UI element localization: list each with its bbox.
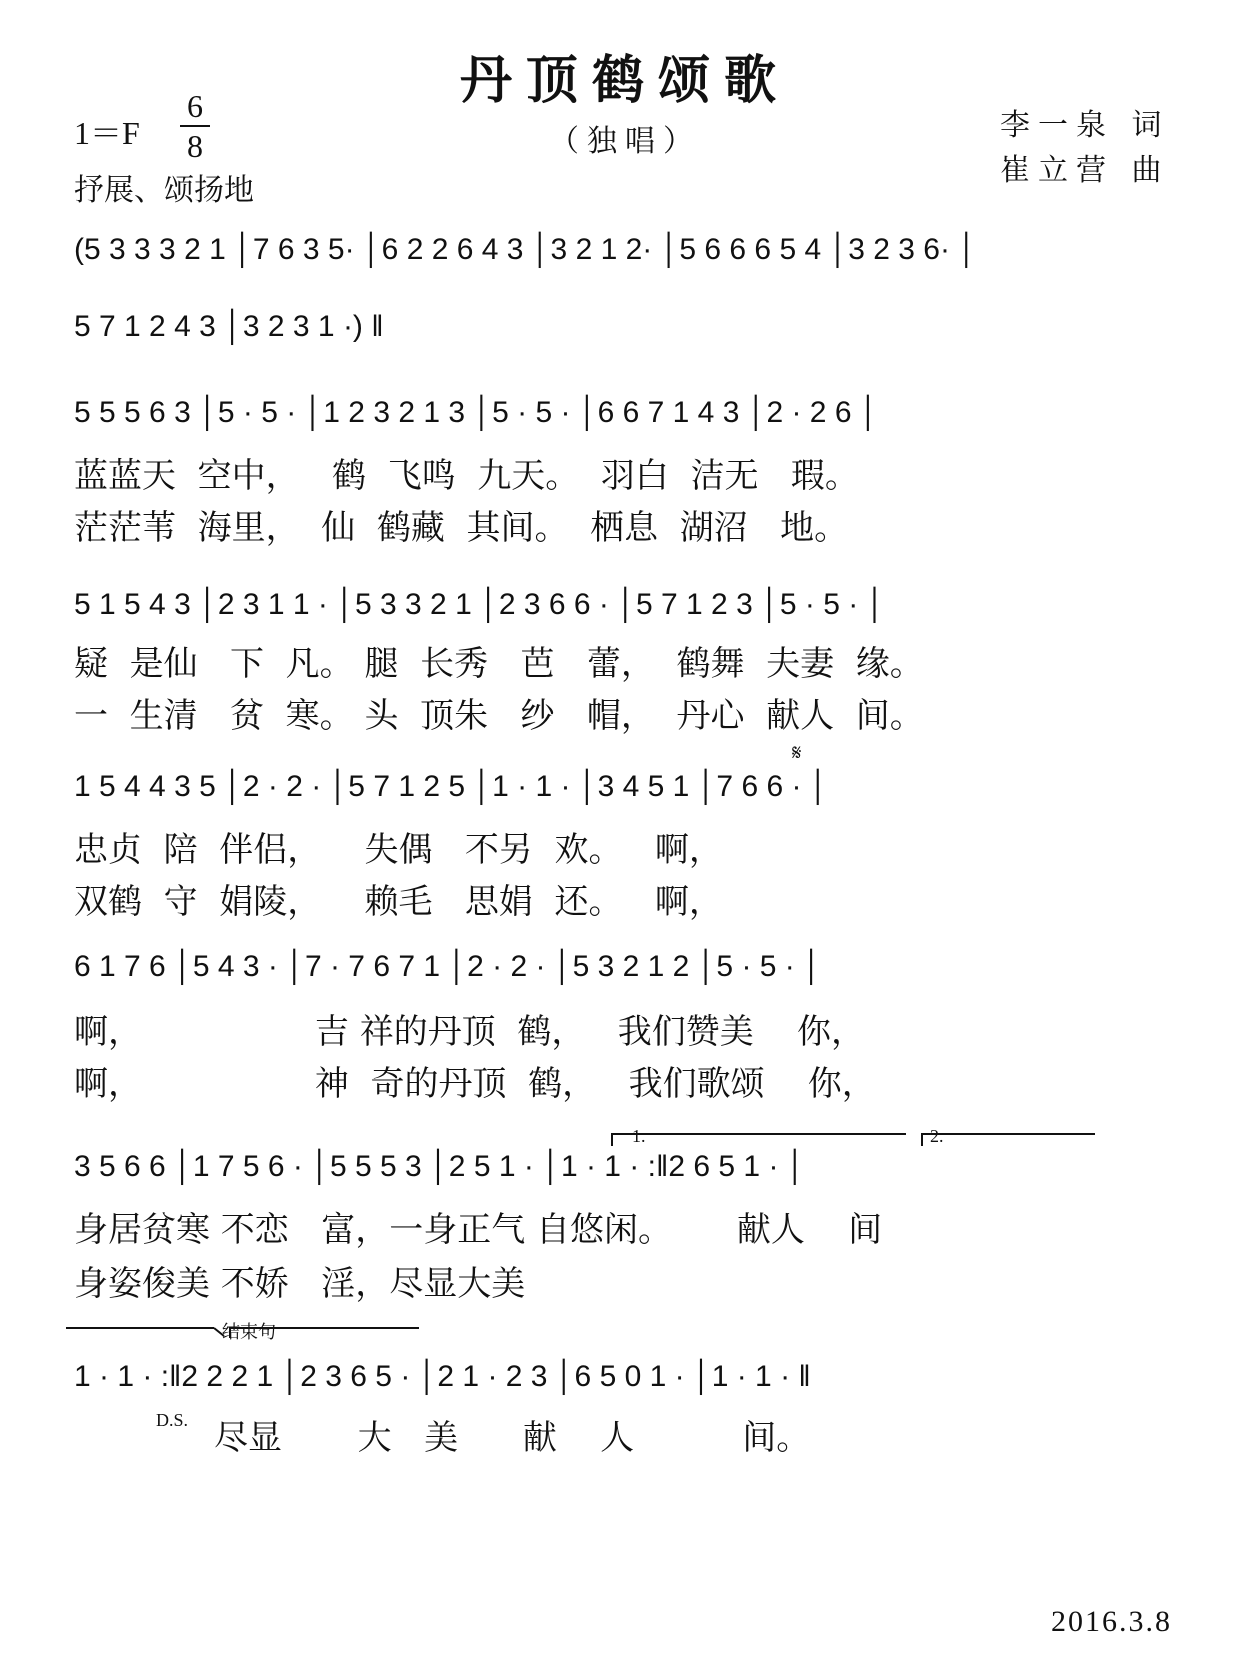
notation-row-7-text: 3 5 6 6 │1 7 5 6 · │5 5 5 3 │2 5 1 · │1 · 1 · :‖2 6 5 1 · │ bbox=[74, 1150, 806, 1183]
key-signature: 1＝F bbox=[74, 115, 140, 151]
tempo-marking: 抒展、颂扬地 bbox=[74, 173, 254, 208]
lyric-4-verse-2: 啊， 神 奇的丹顶 鹤， 我们歌颂 你， bbox=[74, 1064, 876, 1104]
lyric-2-verse-1: 疑 是仙 下 凡。 腿 长秀 芭 蕾， 鹤舞 夫妻 缘。 bbox=[74, 644, 924, 684]
notation-row-8 bbox=[74, 1360, 1184, 1416]
composer-credit: 崔立营 曲 bbox=[1000, 153, 1170, 188]
notation-row-5-text: 1 5 4 4 3 5 │2 · 2 · │5 7 1 2 5 │1 · 1 · │3 4 5 1 │7 6 6 · │ bbox=[74, 770, 829, 803]
notation-row-8-text: 1 · 1 · :‖2 2 2 1 │2 3 6 5 · │2 1 · 2 3 │6 5 0 1 · │1 · 1 · ‖ bbox=[74, 1360, 811, 1393]
lyric-2-verse-2: 一 生清 贫 寒。 头 顶朱 纱 帽， 丹心 献人 间。 bbox=[74, 696, 924, 736]
notation-row-6 bbox=[74, 950, 1184, 1006]
ending-brackets bbox=[610, 1128, 1100, 1148]
segno-mark: 𝄋 bbox=[792, 740, 802, 765]
notation-row-5 bbox=[74, 770, 1184, 826]
song-title: 丹顶鹤颂歌 bbox=[459, 50, 790, 111]
ds-mark: D.S. bbox=[156, 1410, 189, 1430]
ending-phrase-mark: 结束句 bbox=[222, 1322, 276, 1342]
time-signature bbox=[180, 88, 210, 164]
notation-row-6-text: 6 1 7 6 │5 4 3 · │7 · 7 6 7 1 │2 · 2 · │5 3 2 1 2 │5 · 5 · │ bbox=[74, 950, 822, 983]
lyric-3-verse-1: 忠贞 陪 伴侣， 失偶 不另 欢。 啊， bbox=[74, 830, 723, 870]
song-subtitle: （独唱） bbox=[549, 124, 701, 159]
lyric-3-verse-2: 双鹤 守 娟陵， 赖毛 思娟 还。 啊， bbox=[74, 882, 723, 922]
notation-row-1 bbox=[74, 233, 1184, 289]
notation-row-2-text: 5 7 1 2 4 3 │3 2 3 1 ·) ‖ bbox=[74, 310, 384, 343]
notation-row-3-text: 5 5 5 6 3 │5 · 5 · │1 2 3 2 1 3 │5 · 5 · │6 6 7 1 4 3 │2 · 2 6 │ bbox=[74, 396, 879, 429]
lyric-5-verse-1: 身居贫寒 不恋 富，一身正气 自悠闲。 献人 间 bbox=[74, 1210, 883, 1250]
date-stamp: 2016.3.8 bbox=[1051, 1605, 1172, 1638]
lyric-1-verse-2: 茫茫苇 海里， 仙 鹤藏 其间。 栖息 湖沼 地。 bbox=[74, 508, 849, 548]
time-signature-bottom: 8 bbox=[187, 128, 203, 164]
ending-phrase-bracket bbox=[64, 1320, 424, 1340]
notation-row-1-text: (5 3 3 3 2 1 │7 6 3 5· │6 2 2 6 4 3 │3 2 1 2· │5 6 6 6 5 4 │3 2 3 6· │ bbox=[74, 233, 978, 266]
notation-row-4-text: 5 1 5 4 3 │2 3 1 1 · │5 3 3 2 1 │2 3 6 6 · │5 7 1 2 3 │5 · 5 · │ bbox=[74, 588, 886, 621]
first-ending-mark: 1. bbox=[632, 1126, 646, 1146]
second-ending-mark: 2. bbox=[930, 1126, 944, 1146]
lyric-4-verse-1: 啊， 吉 祥的丹顶 鹤， 我们赞美 你， bbox=[74, 1012, 865, 1052]
lyric-6-verse-1: 尽显 大 美 献 人 间。 bbox=[214, 1418, 811, 1458]
notation-row-3 bbox=[74, 396, 1184, 452]
time-signature-top: 6 bbox=[187, 88, 203, 124]
lyric-5-verse-2: 身姿俊美 不娇 淫，尽显大美 bbox=[74, 1264, 526, 1304]
lyric-1-verse-1: 蓝蓝天 空中， 鹤 飞鸣 九天。 羽白 洁无 瑕。 bbox=[74, 456, 859, 496]
notation-row-7 bbox=[74, 1150, 1184, 1206]
notation-row-2 bbox=[74, 310, 1184, 366]
lyricist-credit: 李一泉 词 bbox=[1000, 108, 1170, 143]
